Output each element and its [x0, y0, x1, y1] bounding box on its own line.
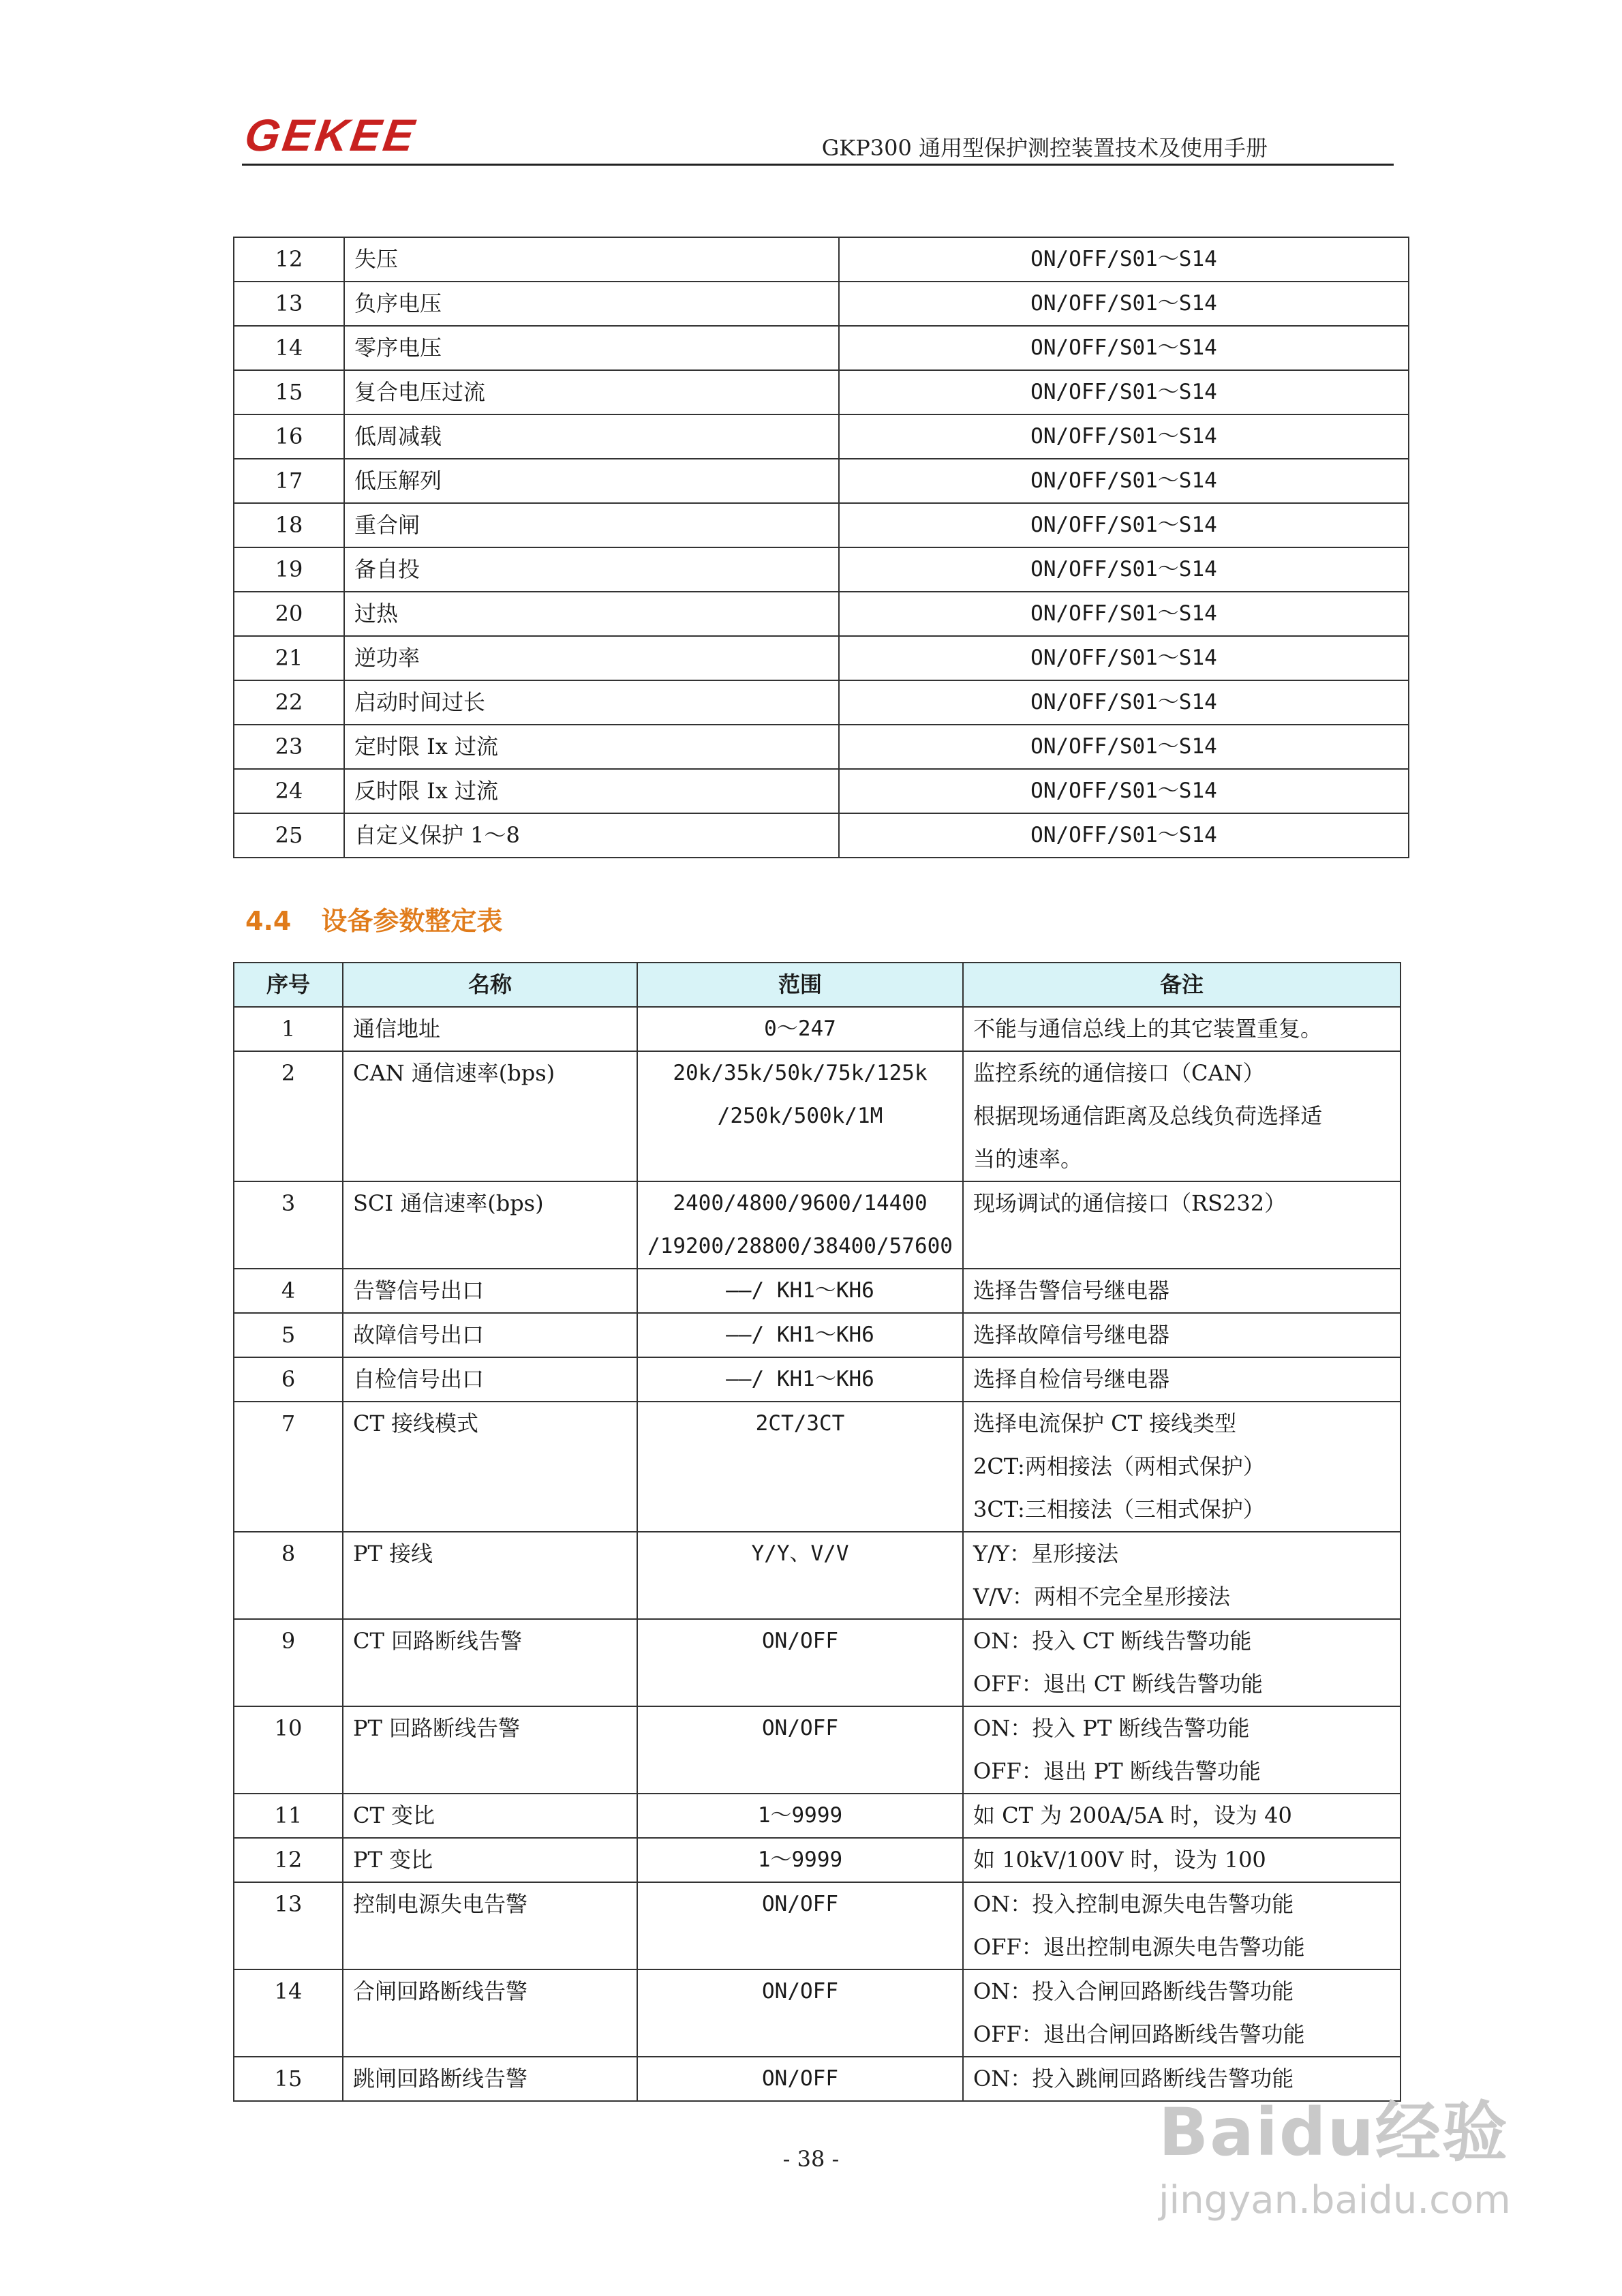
- range-line: /250k/500k/1M: [717, 1104, 883, 1128]
- protection-name: 低周减载: [344, 414, 839, 459]
- param-note: [963, 1969, 1401, 2057]
- note-line: 如 CT 为 200A/5A 时，设为 40: [973, 1802, 1292, 1828]
- param-note: [963, 1313, 1401, 1357]
- note-line: ON：投入合闸回路断线告警功能: [973, 1978, 1294, 2004]
- row-number: 12: [234, 237, 344, 282]
- range-line: ON/OFF: [762, 1629, 838, 1653]
- param-number: 2: [234, 1051, 343, 1181]
- param-note: [963, 1051, 1401, 1181]
- param-name: 自检信号出口: [343, 1357, 637, 1402]
- brand-logo: GEKEE: [241, 110, 420, 160]
- range-line: 2400/4800/9600/14400: [673, 1191, 928, 1215]
- table-row: [234, 1402, 1401, 1532]
- header-no: 序号: [234, 963, 343, 1007]
- protection-name: 反时限 Ix 过流: [344, 769, 839, 813]
- param-number: 12: [234, 1838, 343, 1882]
- watermark-url: jingyan.baidu.com: [1159, 2178, 1511, 2222]
- param-range: [637, 1313, 963, 1357]
- table-row: [234, 1007, 1401, 1051]
- protection-name: 复合电压过流: [344, 370, 839, 414]
- note-line: OFF：退出合闸回路断线告警功能: [973, 2021, 1305, 2047]
- range-line: 2CT/3CT: [755, 1411, 845, 1436]
- table-row: [234, 1269, 1401, 1313]
- range-line: 20k/35k/50k/75k/125k: [673, 1061, 928, 1085]
- param-note: [963, 1619, 1401, 1706]
- param-note: [963, 1357, 1401, 1402]
- param-name: SCI 通信速率(bps): [343, 1181, 637, 1269]
- protection-name: 自定义保护 1～8: [344, 813, 839, 858]
- note-line: 选择故障信号继电器: [973, 1322, 1170, 1348]
- param-number: 11: [234, 1794, 343, 1838]
- note-line: 根据现场通信距离及总线负荷选择适: [973, 1103, 1323, 1129]
- param-note: [963, 1706, 1401, 1794]
- protection-name: 负序电压: [344, 282, 839, 326]
- protection-value: ON/OFF/S01～S14: [839, 547, 1409, 592]
- param-name: CT 变比: [343, 1794, 637, 1838]
- protection-value: ON/OFF/S01～S14: [839, 370, 1409, 414]
- param-number: 8: [234, 1532, 343, 1619]
- param-name: 合闸回路断线告警: [343, 1969, 637, 2057]
- header-divider: [242, 164, 1394, 166]
- note-line: 选择自检信号继电器: [973, 1366, 1170, 1392]
- param-number: 13: [234, 1882, 343, 1969]
- param-number: 5: [234, 1313, 343, 1357]
- param-name: 通信地址: [343, 1007, 637, 1051]
- range-line: ——/ KH1～KH6: [726, 1323, 874, 1347]
- protection-name: 低压解列: [344, 459, 839, 503]
- param-note: [963, 1269, 1401, 1313]
- param-number: 4: [234, 1269, 343, 1313]
- document-title: GKP300 通用型保护测控装置技术及使用手册: [821, 135, 1268, 161]
- protection-value: ON/OFF/S01～S14: [839, 503, 1409, 547]
- protection-value: ON/OFF/S01～S14: [839, 326, 1409, 370]
- note-line: 当的速率。: [973, 1146, 1083, 1172]
- param-range: [637, 1007, 963, 1051]
- param-number: 7: [234, 1402, 343, 1532]
- protection-value: ON/OFF/S01～S14: [839, 725, 1409, 769]
- param-number: 10: [234, 1706, 343, 1794]
- protection-name: 过热: [344, 592, 839, 636]
- table-row: [234, 1357, 1401, 1402]
- table-row: [234, 326, 1409, 370]
- row-number: 18: [234, 503, 344, 547]
- table-row: [234, 1181, 1401, 1269]
- param-range: [637, 1882, 963, 1969]
- row-number: 15: [234, 370, 344, 414]
- param-number: 6: [234, 1357, 343, 1402]
- range-line: ——/ KH1～KH6: [726, 1278, 874, 1303]
- param-range: [637, 1357, 963, 1402]
- protection-value: ON/OFF/S01～S14: [839, 636, 1409, 680]
- param-note: [963, 1007, 1401, 1051]
- param-number: 1: [234, 1007, 343, 1051]
- table-row: [234, 282, 1409, 326]
- range-line: ON/OFF: [762, 2066, 838, 2091]
- note-line: ON：投入控制电源失电告警功能: [973, 1891, 1294, 1917]
- table-row: [234, 547, 1409, 592]
- table-row: [234, 503, 1409, 547]
- protection-value: ON/OFF/S01～S14: [839, 459, 1409, 503]
- param-range: [637, 1794, 963, 1838]
- row-number: 13: [234, 282, 344, 326]
- protection-value: ON/OFF/S01～S14: [839, 282, 1409, 326]
- param-note: [963, 1181, 1401, 1269]
- range-line: 1～9999: [757, 1847, 843, 1872]
- row-number: 22: [234, 680, 344, 725]
- row-number: 21: [234, 636, 344, 680]
- table-row: [234, 1838, 1401, 1882]
- protection-name: 逆功率: [344, 636, 839, 680]
- table-row: [234, 725, 1409, 769]
- note-line: ON：投入 PT 断线告警功能: [973, 1715, 1250, 1741]
- param-range: [637, 2057, 963, 2101]
- param-name: PT 回路断线告警: [343, 1706, 637, 1794]
- table-row: [234, 1969, 1401, 2057]
- section-title: 设备参数整定表: [321, 906, 503, 936]
- row-number: 24: [234, 769, 344, 813]
- protection-value: ON/OFF/S01～S14: [839, 237, 1409, 282]
- header-name: 名称: [343, 963, 637, 1007]
- protection-name: 备自投: [344, 547, 839, 592]
- param-note: [963, 1838, 1401, 1882]
- table-row: [234, 370, 1409, 414]
- param-note: [963, 1532, 1401, 1619]
- range-line: ON/OFF: [762, 1716, 838, 1740]
- note-line: 如 10kV/100V 时，设为 100: [973, 1847, 1266, 1873]
- param-range: [637, 1838, 963, 1882]
- protection-value: ON/OFF/S01～S14: [839, 769, 1409, 813]
- row-number: 19: [234, 547, 344, 592]
- range-line: 0～247: [764, 1016, 836, 1041]
- protection-value: ON/OFF/S01～S14: [839, 813, 1409, 858]
- param-name: 控制电源失电告警: [343, 1882, 637, 1969]
- range-line: ON/OFF: [762, 1979, 838, 2004]
- range-line: /19200/28800/38400/57600: [647, 1234, 953, 1258]
- table-row: [234, 414, 1409, 459]
- note-line: 3CT:三相接法（三相式保护）: [973, 1496, 1265, 1522]
- table-row: [234, 1882, 1401, 1969]
- protection-value: ON/OFF/S01～S14: [839, 680, 1409, 725]
- param-range: [637, 1051, 963, 1181]
- table-row: [234, 1706, 1401, 1794]
- note-line: OFF：退出控制电源失电告警功能: [973, 1934, 1305, 1960]
- table-row: [234, 769, 1409, 813]
- protection-settings-table: [233, 237, 1409, 858]
- header-range: 范围: [637, 963, 963, 1007]
- note-line: 选择电流保护 CT 接线类型: [973, 1410, 1237, 1436]
- section-number: 4.4: [245, 906, 292, 936]
- baidu-watermark: [1159, 2094, 1540, 2263]
- device-parameter-table: [233, 962, 1401, 2102]
- note-line: Y/Y：星形接法: [973, 1541, 1119, 1567]
- param-name: 跳闸回路断线告警: [343, 2057, 637, 2101]
- param-name: 故障信号出口: [343, 1313, 637, 1357]
- param-range: [637, 1402, 963, 1532]
- note-line: 选择告警信号继电器: [973, 1278, 1170, 1303]
- table-row: [234, 1532, 1401, 1619]
- protection-name: 零序电压: [344, 326, 839, 370]
- param-number: 9: [234, 1619, 343, 1706]
- row-number: 17: [234, 459, 344, 503]
- param-name: PT 变比: [343, 1838, 637, 1882]
- protection-name: 启动时间过长: [344, 680, 839, 725]
- page-number: - 38 -: [782, 2146, 840, 2172]
- param-range: [637, 1706, 963, 1794]
- param-note: [963, 1794, 1401, 1838]
- note-line: OFF：退出 CT 断线告警功能: [973, 1671, 1263, 1697]
- note-line: 现场调试的通信接口（RS232）: [973, 1190, 1287, 1216]
- protection-name: 定时限 Ix 过流: [344, 725, 839, 769]
- range-line: Y/Y、V/V: [751, 1541, 849, 1566]
- param-range: [637, 1269, 963, 1313]
- range-line: ON/OFF: [762, 1892, 838, 1916]
- table-row: [234, 459, 1409, 503]
- note-line: ON：投入跳闸回路断线告警功能: [973, 2066, 1294, 2091]
- param-range: [637, 1532, 963, 1619]
- range-line: ——/ KH1～KH6: [726, 1367, 874, 1391]
- param-range: [637, 1181, 963, 1269]
- table-row: [234, 1051, 1401, 1181]
- table-row: [234, 636, 1409, 680]
- table-row: [234, 237, 1409, 282]
- param-name: CT 接线模式: [343, 1402, 637, 1532]
- param-name: CAN 通信速率(bps): [343, 1051, 637, 1181]
- table-row: [234, 1794, 1401, 1838]
- param-note: [963, 1882, 1401, 1969]
- row-number: 16: [234, 414, 344, 459]
- section-heading: [245, 900, 502, 937]
- table-row: [234, 1313, 1401, 1357]
- table-header-row: [234, 963, 1401, 1007]
- protection-value: ON/OFF/S01～S14: [839, 592, 1409, 636]
- row-number: 20: [234, 592, 344, 636]
- header-note: 备注: [963, 963, 1401, 1007]
- row-number: 25: [234, 813, 344, 858]
- param-number: 15: [234, 2057, 343, 2101]
- protection-name: 重合闸: [344, 503, 839, 547]
- param-name: 告警信号出口: [343, 1269, 637, 1313]
- range-line: 1～9999: [757, 1803, 843, 1828]
- watermark-brand: Baidu经验: [1159, 2094, 1509, 2171]
- param-number: 14: [234, 1969, 343, 2057]
- note-line: 2CT:两相接法（两相式保护）: [973, 1453, 1265, 1479]
- row-number: 14: [234, 326, 344, 370]
- param-number: 3: [234, 1181, 343, 1269]
- param-name: CT 回路断线告警: [343, 1619, 637, 1706]
- param-range: [637, 1619, 963, 1706]
- row-number: 23: [234, 725, 344, 769]
- param-range: [637, 1969, 963, 2057]
- param-name: PT 接线: [343, 1532, 637, 1619]
- note-line: V/V：两相不完全星形接法: [973, 1584, 1231, 1610]
- table-row: [234, 1619, 1401, 1706]
- note-line: ON：投入 CT 断线告警功能: [973, 1628, 1252, 1654]
- table-row: [234, 592, 1409, 636]
- protection-name: 失压: [344, 237, 839, 282]
- table-row: [234, 680, 1409, 725]
- note-line: OFF：退出 PT 断线告警功能: [973, 1758, 1261, 1784]
- param-note: [963, 1402, 1401, 1532]
- protection-value: ON/OFF/S01～S14: [839, 414, 1409, 459]
- note-line: 不能与通信总线上的其它装置重复。: [973, 1016, 1323, 1042]
- note-line: 监控系统的通信接口（CAN）: [973, 1060, 1265, 1086]
- table-row: [234, 813, 1409, 858]
